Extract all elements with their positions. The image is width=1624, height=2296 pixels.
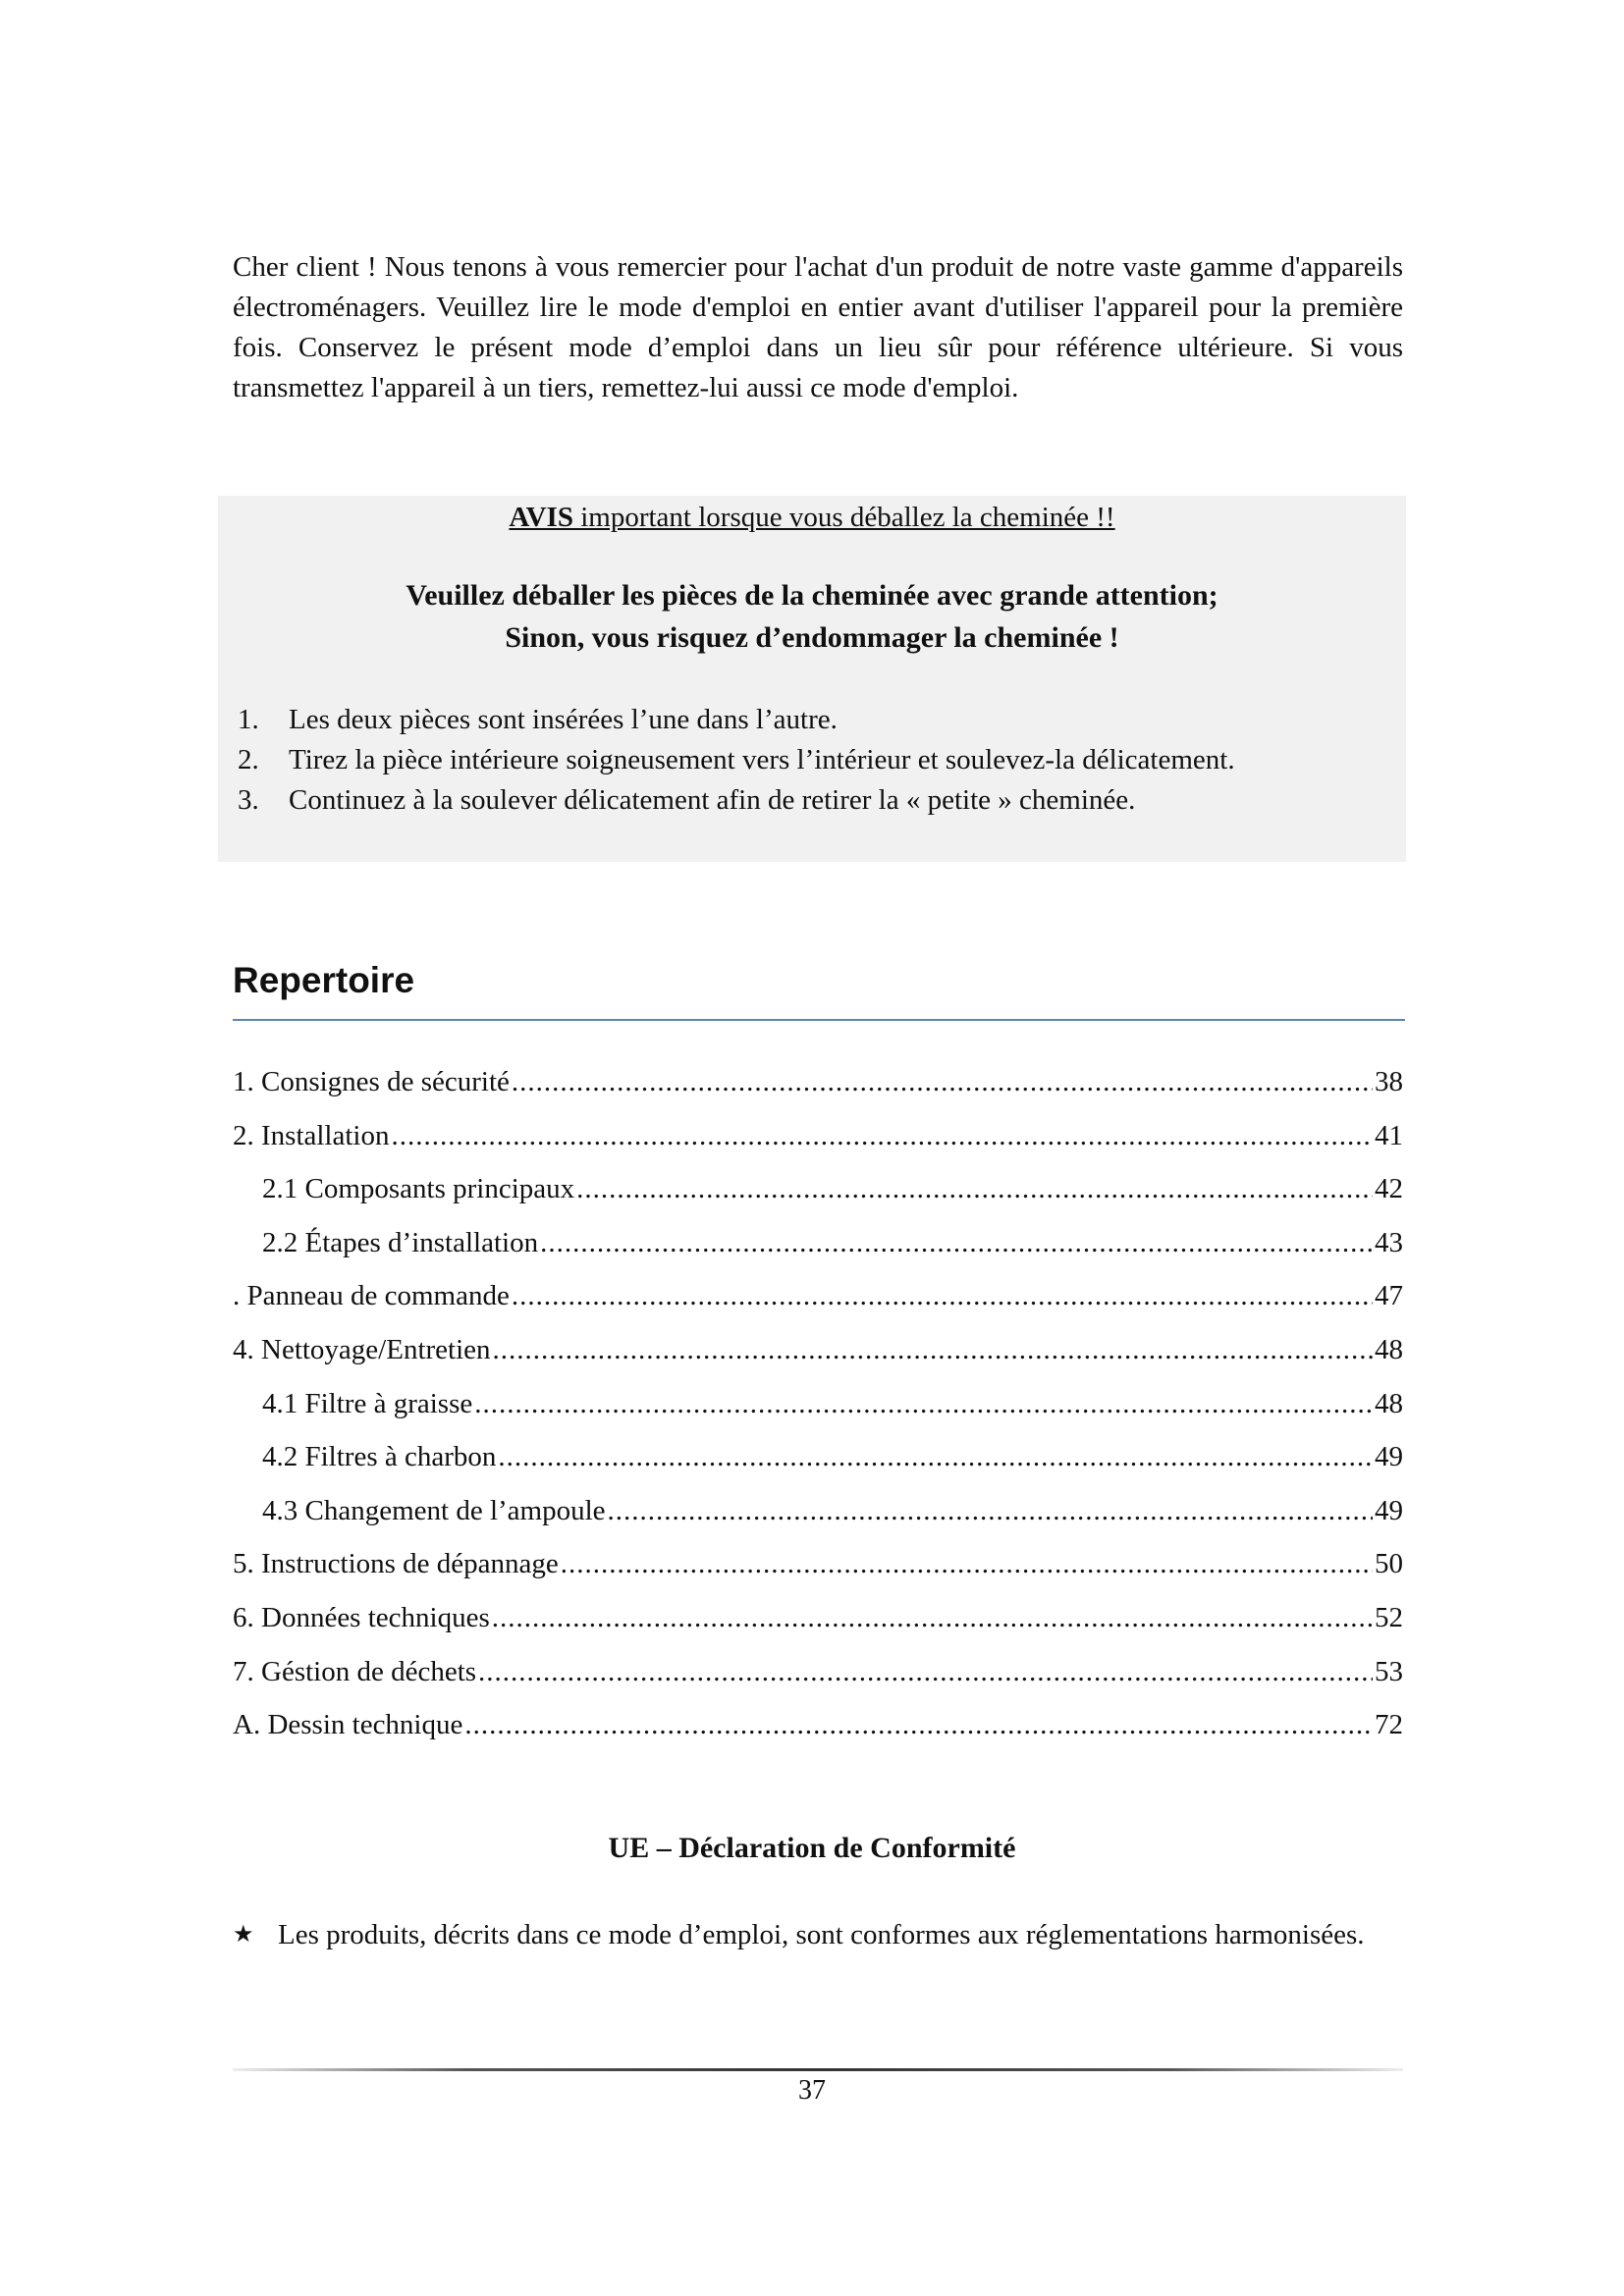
toc-entry-label: 1. Consignes de sécurité: [233, 1066, 510, 1097]
toc-entry-label: 5. Instructions de dépannage: [233, 1548, 559, 1580]
toc-leader-dots: [492, 1596, 1373, 1639]
toc-leader-dots: [608, 1489, 1373, 1532]
toc-entry-label: 4. Nettoyage/Entretien: [233, 1333, 491, 1365]
toc-entry-label: 4.2 Filtres à charbon: [262, 1441, 497, 1473]
toc-leader-dots: [540, 1221, 1373, 1264]
step-number: 1.: [238, 704, 259, 735]
toc-entry-page: 47: [1375, 1280, 1403, 1312]
step-item: [238, 700, 1411, 740]
toc-entry[interactable]: [233, 1596, 1403, 1650]
toc-leader-dots: [493, 1328, 1373, 1371]
toc-entry-page: 49: [1375, 1494, 1403, 1526]
step-text: Tirez la pièce intérieure soigneusement vers l’intérieur et soulevez-la délicatement.: [289, 744, 1235, 775]
toc-entry-page: 72: [1375, 1709, 1403, 1741]
heading-rule: [233, 1019, 1405, 1021]
toc-entry-page: 42: [1375, 1173, 1403, 1205]
intro-paragraph: Cher client ! Nous tenons à vous remercier pour l'achat d'un produit de notre vaste gamme d'appareils électroménagers. Veuillez lire le mode d'emploi en entier avant d'utiliser l'appareil pour la première fois. Conservez le présent mode d’emploi dans un lieu sûr pour référence ultérieure. Si vous transmettez l'appareil à un tiers, remettez-lui aussi ce mode d'emploi.: [233, 251, 1403, 403]
toc-entry-label: 7. Géstion de déchets: [233, 1655, 477, 1687]
toc-entry-page: 48: [1375, 1387, 1403, 1419]
toc-entry-label: A. Dessin technique: [233, 1709, 463, 1741]
step-item: [238, 740, 1411, 780]
toc-leader-dots: [478, 1650, 1373, 1693]
toc-entry[interactable]: [233, 1274, 1403, 1328]
conformity-heading: UE – Déclaration de Conformité: [608, 1832, 1016, 1864]
toc-entry-page: 48: [1375, 1333, 1403, 1365]
step-number: 3.: [238, 784, 259, 816]
toc-leader-dots: [474, 1382, 1373, 1425]
toc-entry[interactable]: [233, 1382, 1403, 1436]
toc-entry[interactable]: [233, 1703, 1403, 1757]
toc-entry-page: 50: [1375, 1548, 1403, 1580]
step-number: 2.: [238, 744, 259, 775]
toc-leader-dots: [512, 1274, 1373, 1317]
conformity-text: Les produits, décrits dans ce mode d’emploi, sont conformes aux réglementations harmonisées.: [278, 1919, 1365, 1950]
toc-leader-dots: [498, 1435, 1373, 1478]
toc-entry-label: 4.1 Filtre à graisse: [262, 1387, 473, 1419]
toc-entry[interactable]: [233, 1542, 1403, 1596]
unpacking-steps: [238, 700, 1411, 821]
warning-line-1: Veuillez déballer les pièces de la cheminée avec grande attention;: [406, 579, 1218, 612]
toc-leader-dots: [561, 1542, 1373, 1585]
toc-leader-dots: [576, 1167, 1373, 1210]
toc-entry-page: 38: [1375, 1066, 1403, 1097]
warning-line-2: Sinon, vous risquez d’endommager la cheminée !: [505, 621, 1119, 654]
toc-entry-label: 2.2 Étapes d’installation: [262, 1226, 539, 1258]
table-of-contents: [233, 1060, 1403, 1757]
toc-leader-dots: [512, 1060, 1373, 1103]
step-item: [238, 780, 1411, 821]
footer-rule: [233, 2068, 1403, 2071]
conformity-statement: [233, 1915, 1403, 1955]
unpacking-notice-box: [218, 496, 1406, 862]
toc-entry[interactable]: [233, 1435, 1403, 1489]
toc-entry[interactable]: [233, 1114, 1403, 1168]
toc-entry-page: 49: [1375, 1441, 1403, 1473]
step-text: Les deux pièces sont insérées l’une dans l’autre.: [289, 704, 838, 735]
toc-entry-label: 2.1 Composants principaux: [262, 1173, 575, 1205]
toc-entry-label: 6. Données techniques: [233, 1601, 490, 1633]
toc-entry-page: 41: [1375, 1119, 1403, 1151]
toc-leader-dots: [391, 1114, 1373, 1157]
repertoire-heading: Repertoire: [233, 960, 415, 1000]
toc-entry-page: 43: [1375, 1226, 1403, 1258]
toc-entry[interactable]: [233, 1489, 1403, 1543]
step-text: Continuez à la soulever délicatement afin de retirer la « petite » cheminée.: [289, 784, 1136, 816]
star-bullet-icon: ★: [233, 1922, 254, 1948]
toc-entry[interactable]: [233, 1221, 1403, 1275]
toc-entry[interactable]: [233, 1650, 1403, 1704]
toc-entry-label: 2. Installation: [233, 1119, 390, 1151]
toc-entry-page: 52: [1375, 1601, 1403, 1633]
toc-entry[interactable]: [233, 1328, 1403, 1382]
toc-leader-dots: [464, 1703, 1373, 1746]
toc-entry-page: 53: [1375, 1655, 1403, 1687]
notice-title: [218, 496, 1406, 539]
toc-entry-label: . Panneau de commande: [233, 1280, 510, 1312]
notice-title-rest: important lorsque vous déballez la cheminée !!: [572, 502, 1115, 533]
notice-warning: [218, 574, 1406, 659]
toc-entry-label: 4.3 Changement de l’ampoule: [262, 1494, 606, 1526]
notice-title-bold: AVIS: [509, 502, 573, 533]
toc-entry[interactable]: [233, 1167, 1403, 1221]
toc-entry[interactable]: [233, 1060, 1403, 1114]
page-number: 37: [798, 2075, 826, 2106]
